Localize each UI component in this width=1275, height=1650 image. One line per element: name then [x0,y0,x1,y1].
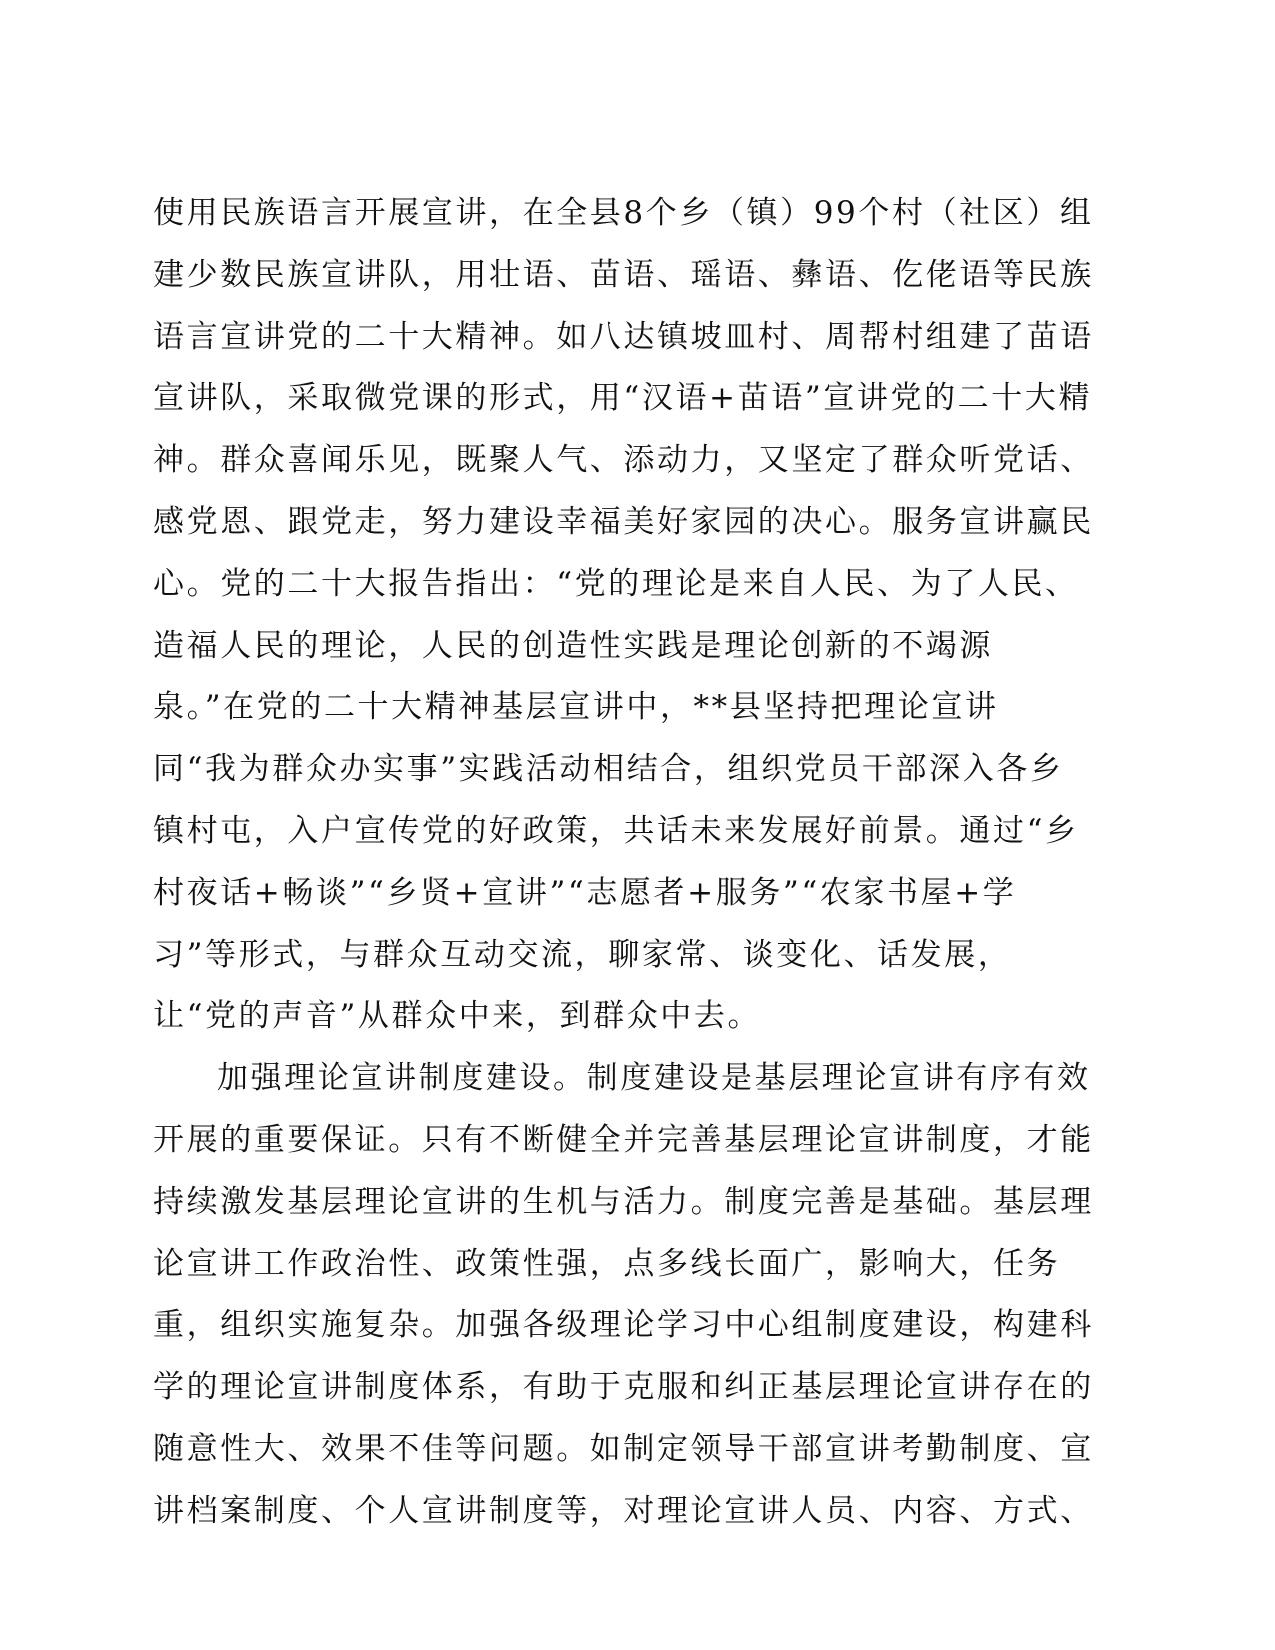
text-line: 持续激发基层理论宣讲的生机与活力。制度完善是基础。基层理 [153,1183,1094,1220]
text-line: 随意性大、效果不佳等问题。如制定领导干部宣讲考勤制度、宣 [153,1430,1094,1467]
paragraph-first-line: 加强理论宣讲制度建设。制度建设是基层理论宣讲有序有效 [217,1060,1091,1097]
text-line: 建少数民族宣讲队，用壮语、苗语、瑶语、彝语、仡佬语等民族 [153,256,1094,293]
text-line: 心。党的二十大报告指出：“党的理论是来自人民、为了人民、 [153,565,1079,602]
text-line: 感党恩、跟党走，努力建设幸福美好家园的决心。服务宣讲赢民 [153,503,1094,540]
text-line: 神。群众喜闻乐见，既聚人气、添动力，又坚定了群众听党话、 [153,442,1094,479]
text-line: 造福人民的理论，人民的创造性实践是理论创新的不竭源 [153,627,993,664]
text-line: 泉。”在党的二十大精神基层宣讲中，**县坚持把理论宣讲 [153,689,999,726]
text-line: 讲档案制度、个人宣讲制度等，对理论宣讲人员、内容、方式、 [153,1492,1094,1529]
text-line: 同“我为群众办实事”实践活动相结合，组织党员干部深入各乡 [153,751,1064,788]
text-line: 语言宣讲党的二十大精神。如八达镇坡皿村、周帮村组建了苗语 [153,318,1094,355]
text-line: 开展的重要保证。只有不断健全并完善基层理论宣讲制度，才能 [153,1121,1094,1158]
text-line: 重，组织实施复杂。加强各级理论学习中心组制度建设，构建科 [153,1307,1094,1344]
text-line: 宣讲队，采取微党课的形式，用“汉语+苗语”宣讲党的二十大精 [153,380,1093,417]
text-line: 学的理论宣讲制度体系，有助于克服和纠正基层理论宣讲存在的 [153,1369,1094,1406]
text-line: 镇村屯，入户宣传党的好政策，共话未来发展好前景。通过“乡 [153,812,1079,849]
text-line: 村夜话+畅谈”“乡贤+宣讲”“志愿者+服务”“农家书屋+学 [153,874,1017,911]
text-line: 使用民族语言开展宣讲，在全县8个乡（镇）99个村（社区）组 [153,195,1094,231]
text-line: 论宣讲工作政治性、政策性强，点多线长面广，影响大，任务 [153,1245,1061,1282]
body-text [153,183,1113,1543]
text-line: 让“党的声音”从群众中来，到群众中去。 [153,998,762,1035]
text-line: 习”等形式，与群众互动交流，聊家常、谈变化、话发展， [153,936,1012,973]
